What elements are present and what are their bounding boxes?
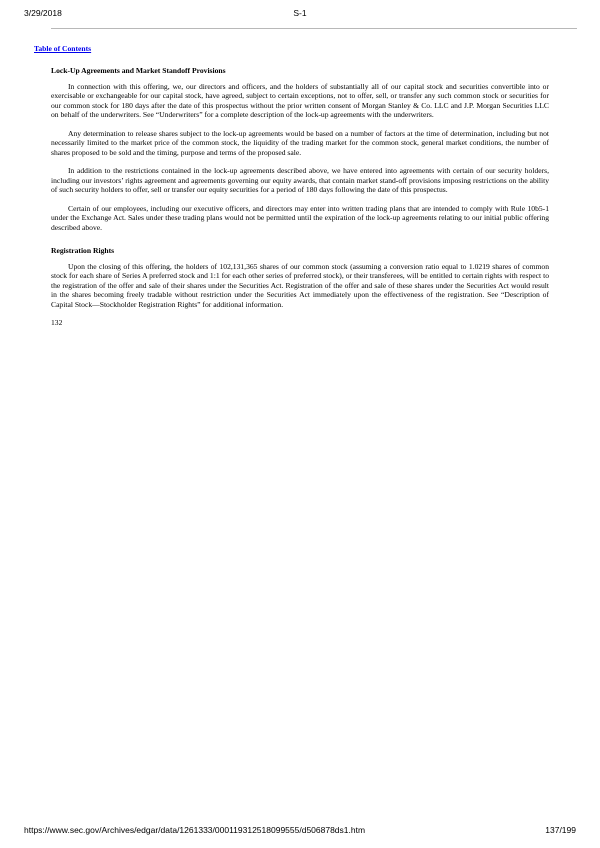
document-title: S-1 xyxy=(293,8,307,18)
section-heading-registration-rights: Registration Rights xyxy=(51,246,115,255)
page-number: 132 xyxy=(51,318,63,327)
browser-print-footer xyxy=(0,825,600,839)
print-page-counter: 137/199 xyxy=(545,825,576,835)
paragraph: Any determination to release shares subject to the lock-up agreements would be based on a number of factors at the time of determination, including but not necessarily limited to the market price of the common stock, the liquidity of the trading market for the common stock, general market conditions, the number of shares proposed to be sold and the timing, purpose and terms of the proposed sale. xyxy=(51,128,549,157)
header-divider xyxy=(51,28,577,29)
paragraph: Upon the closing of this offering, the holders of 102,131,365 shares of our common stock (assuming a conversion ratio equal to 1.0219 shares of common stock for each share of Series A preferred stock and 1:1 for each other series of preferred stock), or their transferees, will be entitled to certain rights with respect to the registration of the offer and sale of their shares under the Securities Act. Registration of the offer and sale of these shares under the Securities Act would result in the shares becoming freely tradable without restriction under the Securities Act immediately upon the effectiveness of the registration. See “Description of Capital Stock—Stockholder Registration Rights” for additional information. xyxy=(51,261,549,309)
table-of-contents-link[interactable]: Table of Contents xyxy=(34,44,92,53)
paragraph: In addition to the restrictions contained in the lock-up agreements described above, we have entered into agreements with certain of our security holders, including our investors’ rights agreement and agreements governing our equity awards, that contain market stand-off provisions imposing restrictions on the ability of such security holders to offer, sell or transfer our equity securities for a period of 180 days following the date of this prospectus. xyxy=(51,166,549,194)
section-heading-lockup: Lock-Up Agreements and Market Standoff Provisions xyxy=(51,66,226,75)
paragraph: In connection with this offering, we, our directors and officers, and the holders of substantially all of our capital stock and securities convertible into or exercisable or exchangeable for our capital stock, have agreed, subject to certain exceptions, not to offer, sell, or transfer any such common stock or securities for our common stock for 180 days after the date of this prospectus without the prior written consent of Morgan Stanley & Co. LLC and J.P. Morgan Securities LLC on behalf of the underwriters. See “Underwriters” for a complete description of the lock-up agreements with the underwriters. xyxy=(51,81,549,119)
print-date: 3/29/2018 xyxy=(24,8,62,18)
browser-print-header xyxy=(0,8,600,22)
document-url: https://www.sec.gov/Archives/edgar/data/1261333/000119312518099555/d506878ds1.htm xyxy=(24,825,366,835)
document-body xyxy=(51,66,549,337)
paragraph: Certain of our employees, including our executive officers, and directors may enter into written trading plans that are intended to comply with Rule 10b5-1 under the Exchange Act. Sales under these trading plans would not be permitted until the expiration of the lock-up agreements relating to our initial public offering described above. xyxy=(51,203,549,232)
